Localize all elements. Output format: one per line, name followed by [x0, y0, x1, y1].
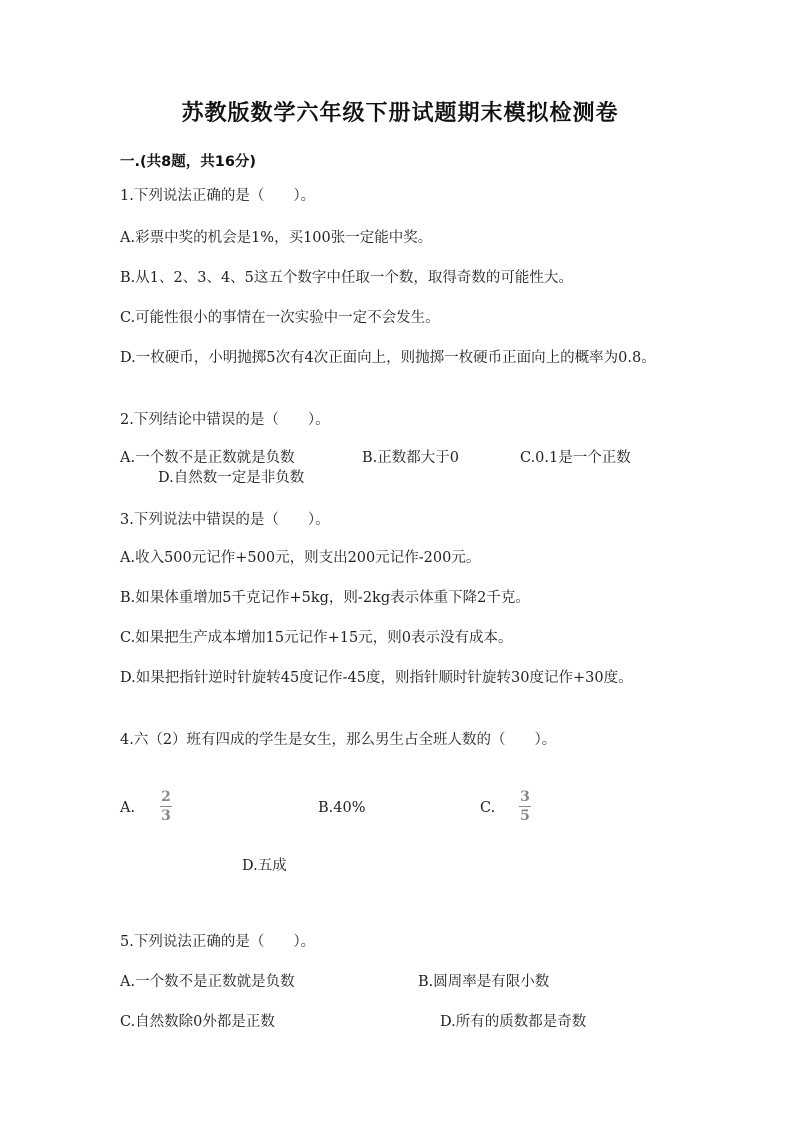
question-2-option-a: A.一个数不是正数就是负数	[120, 450, 295, 466]
question-2-option-b: B.正数都大于0	[362, 450, 459, 466]
question-1-stem: 1.下列说法正确的是（ ）。	[120, 188, 316, 204]
question-4-option-b: B.40%	[318, 800, 366, 816]
question-3-option-b: B.如果体重增加5千克记作+5kg，则-2kg表示体重下降2千克。	[120, 590, 530, 606]
question-3-stem: 3.下列说法中错误的是（ ）。	[120, 512, 330, 528]
question-1-option-d: D.一枚硬币，小明抛掷5次有4次正面向上，则抛掷一枚硬币正面向上的概率为0.8。	[120, 350, 656, 366]
question-1-option-c: C.可能性很小的事情在一次实验中一定不会发生。	[120, 310, 440, 326]
question-1-option-b: B.从1、2、3、4、5这五个数字中任取一个数，取得奇数的可能性大。	[120, 270, 573, 286]
question-2-option-d: D.自然数一定是非负数	[158, 470, 305, 486]
question-3-option-c: C.如果把生产成本增加15元记作+15元，则0表示没有成本。	[120, 630, 513, 646]
question-5-option-b: B.圆周率是有限小数	[418, 974, 550, 990]
question-5-stem: 5.下列说法正确的是（ ）。	[120, 934, 316, 950]
question-5-option-a: A.一个数不是正数就是负数	[120, 974, 295, 990]
fraction-denominator: 5	[520, 808, 530, 824]
question-2-option-c: C.0.1是一个正数	[520, 450, 631, 466]
question-2-stem: 2.下列结论中错误的是（ ）。	[120, 412, 330, 428]
page-title: 苏教版数学六年级下册试题期末模拟检测卷	[181, 101, 619, 126]
question-5-option-c: C.自然数除0外都是正数	[120, 1014, 275, 1030]
fraction-numerator: 3	[520, 789, 530, 805]
question-5-option-d: D.所有的质数都是奇数	[440, 1014, 587, 1030]
question-4-option-a-fraction	[160, 789, 172, 824]
fraction-bar	[519, 806, 531, 807]
question-4-option-d: D.五成	[242, 858, 287, 874]
section-heading: 一.(共8题，共16分)	[120, 154, 257, 170]
fraction-numerator: 2	[161, 789, 171, 805]
fraction-denominator: 3	[161, 808, 171, 824]
question-4-option-c-fraction	[519, 789, 531, 824]
question-4-stem: 4.六（2）班有四成的学生是女生，那么男生占全班人数的（ ）。	[120, 732, 557, 748]
question-3-option-a: A.收入500元记作+500元，则支出200元记作-200元。	[120, 550, 481, 566]
question-1-option-a: A.彩票中奖的机会是1%，买100张一定能中奖。	[120, 230, 433, 246]
question-4-option-a-label: A.	[120, 800, 136, 816]
fraction-bar	[160, 806, 172, 807]
question-4-option-c-label: C.	[480, 800, 496, 816]
question-3-option-d: D.如果把指针逆时针旋转45度记作-45度，则指针顺时针旋转30度记作+30度。	[120, 670, 633, 686]
